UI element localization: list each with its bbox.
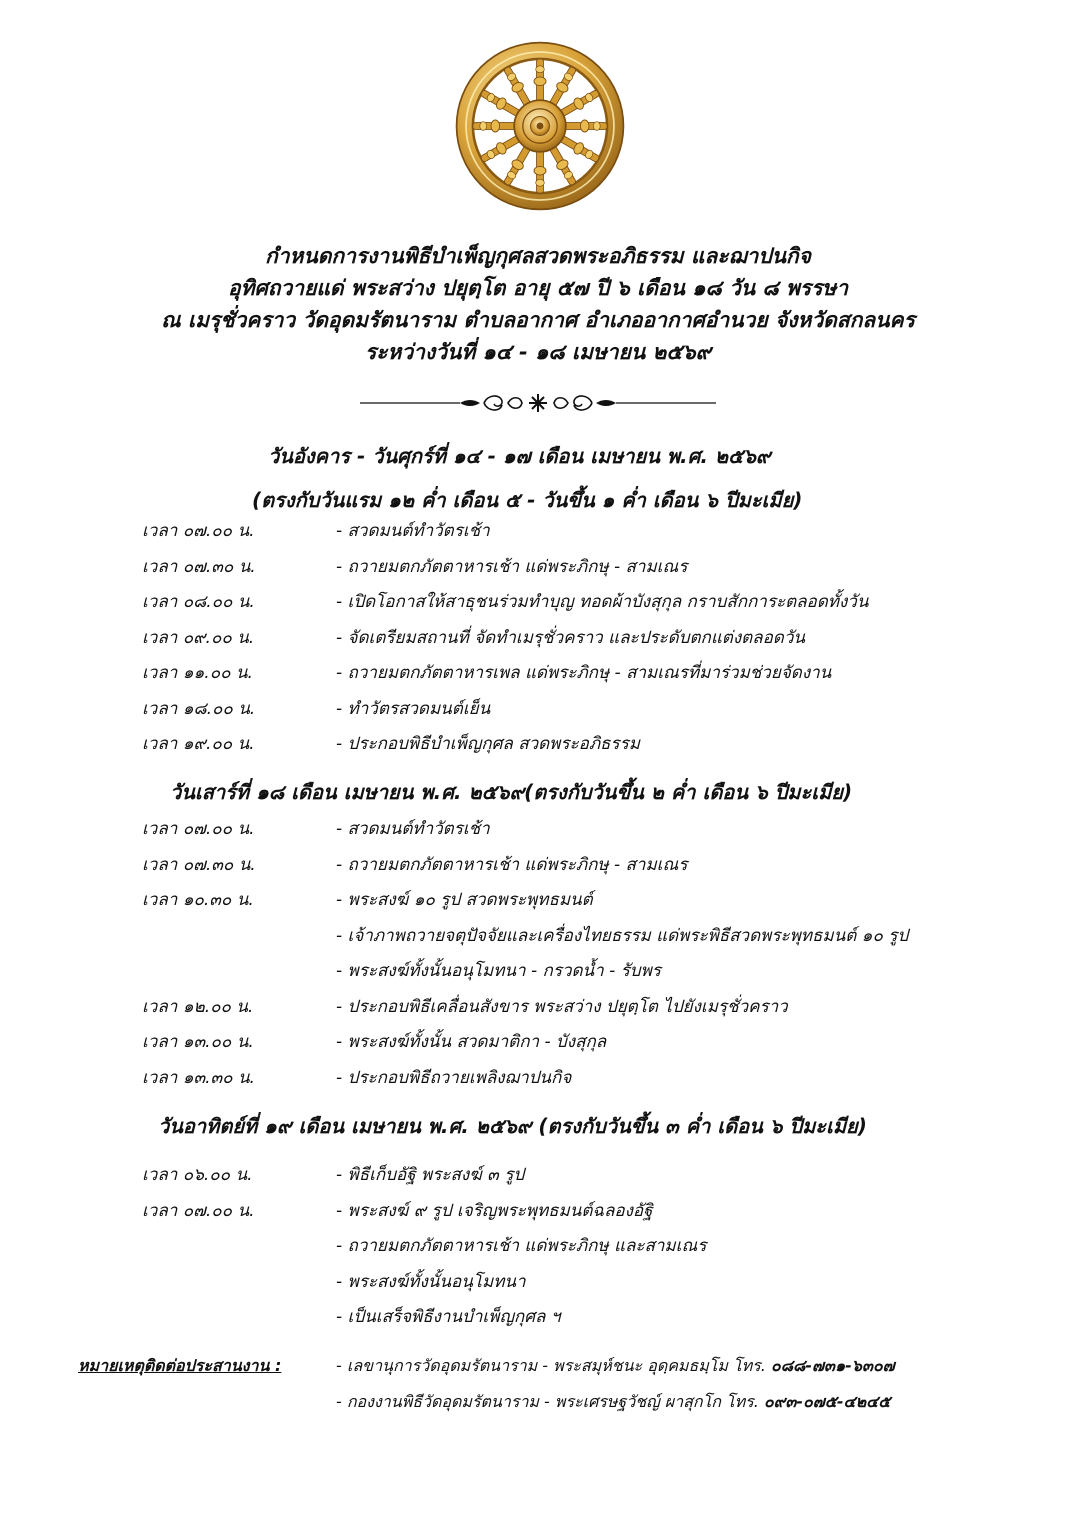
contact-note-2 bbox=[336, 1390, 890, 1415]
schedule-time: เวลา ๐๙.๐๐ น. bbox=[142, 627, 255, 648]
schedule-row bbox=[0, 727, 1076, 761]
ornamental-divider bbox=[360, 392, 716, 414]
schedule-activity: - จัดเตรียมสถานที่ จัดทำเมรุชั่วคราว และประดับตกแต่งตลอดวัน bbox=[336, 627, 806, 648]
schedule-time: เวลา ๐๖.๐๐ น. bbox=[142, 1165, 253, 1185]
schedule-row bbox=[0, 1194, 1076, 1228]
schedule-activity: - ถวายมตกภัตตาหารเช้า แด่พระภิกษุ - สามเณร bbox=[336, 854, 688, 875]
schedule-activity: - สวดมนต์ทำวัตรเช้า bbox=[336, 521, 490, 541]
notes-label: หมายเหตุติดต่อประสานงาน : bbox=[78, 1356, 282, 1375]
schedule-time: เวลา ๐๗.๓๐ น. bbox=[142, 556, 256, 577]
schedule-activity: - ประกอบพิธีเคลื่อนสังขาร พระสว่าง ปยุตฺโต ไปยังเมรุชั่วคราว bbox=[336, 996, 788, 1017]
section-2-heading: วันเสาร์ที่ ๑๘ เดือน เมษายน พ.ศ. ๒๕๖๙(ตรงกับวันขึ้น ๒ ค่ำ เดือน ๖ ปีมะเมีย) bbox=[170, 780, 853, 804]
contact-note-2-phone: ๐๙๓-๐๗๕-๔๒๔๕ bbox=[763, 1392, 891, 1411]
section-1-subheading: (ตรงกับวันแรม ๑๒ ค่ำ เดือน ๕ - วันขึ้น ๑ ค่ำ เดือน ๖ ปีมะเมีย) bbox=[252, 488, 803, 512]
schedule-time: เวลา ๐๗.๐๐ น. bbox=[142, 1200, 255, 1221]
section-1-heading: วันอังคาร - วันศุกร์ที่ ๑๔ - ๑๗ เดือน เมษายน พ.ศ. ๒๕๖๙ bbox=[268, 444, 771, 468]
schedule-activity: - เปิดโอกาสให้สาธุชนร่วมทำบุญ ทอดผ้าบังสุกุล กราบสักการะตลอดทั้งวัน bbox=[336, 592, 869, 612]
schedule-row bbox=[0, 1229, 1076, 1263]
title-line-3: ณ เมรุชั่วคราว วัดอุดมรัตนาราม ตำบลอากาศ อำเภออากาศอำนวย จังหวัดสกลนคร bbox=[161, 308, 915, 332]
schedule-row bbox=[0, 1061, 1076, 1095]
contact-note-1-text: - เลขานุการวัดอุดมรัตนาราม - พระสมุห์ชนะ อุดฺคมธมฺโม โทร. bbox=[336, 1356, 771, 1375]
schedule-time: เวลา ๑๙.๐๐ น. bbox=[142, 734, 255, 754]
schedule-activity: - ถวายมตกภัตตาหารเช้า แด่พระภิกษุ และสามเณร bbox=[336, 1236, 707, 1256]
schedule-row bbox=[0, 954, 1076, 988]
schedule-time: เวลา ๐๗.๓๐ น. bbox=[142, 854, 256, 875]
schedule-time: เวลา ๑๘.๐๐ น. bbox=[142, 698, 256, 719]
schedule-activity: - พระสงฆ์ทั้งนั้นอนุโมทนา bbox=[336, 1271, 526, 1292]
schedule-row bbox=[0, 812, 1076, 846]
schedule-row bbox=[0, 883, 1076, 917]
title-line-4: ระหว่างวันที่ ๑๔ - ๑๘ เมษายน ๒๕๖๙ bbox=[364, 340, 712, 364]
schedule-row bbox=[0, 848, 1076, 882]
schedule-time: เวลา ๑๓.๓๐ น. bbox=[142, 1067, 255, 1088]
schedule-time: เวลา ๐๘.๐๐ น. bbox=[142, 592, 255, 612]
contact-note-2-text: - กองงานพิธีวัดอุดมรัตนาราม - พระเศรษฐวัชญ์ ผาสุกโก โทร. bbox=[336, 1392, 764, 1411]
schedule-activity: - เจ้าภาพถวายจตุปัจจัยและเครื่องไทยธรรม แด่พระพิธีสวดพระพุทธมนต์ ๑๐ รูป bbox=[336, 925, 909, 946]
schedule-activity: - พระสงฆ์ ๙ รูป เจริญพระพุทธมนต์ฉลองอัฐิ bbox=[336, 1200, 653, 1221]
schedule-row bbox=[0, 514, 1076, 548]
contact-note-1-phone: ๐๘๘-๗๓๑-๖๓๐๗ bbox=[770, 1356, 895, 1375]
schedule-row bbox=[0, 1265, 1076, 1299]
schedule-activity: - ประกอบพิธีบำเพ็ญกุศล สวดพระอภิธรรม bbox=[336, 734, 640, 754]
schedule-row bbox=[0, 656, 1076, 690]
schedule-time: เวลา ๑๐.๓๐ น. bbox=[142, 890, 254, 910]
schedule-row bbox=[0, 1025, 1076, 1059]
schedule-row bbox=[0, 1158, 1076, 1192]
schedule-row bbox=[0, 550, 1076, 584]
announcement-title bbox=[0, 240, 1076, 368]
schedule-activity: - ทำวัตรสวดมนต์เย็น bbox=[336, 698, 491, 719]
schedule-row bbox=[0, 990, 1076, 1024]
title-line-1: กำหนดการงานพิธีบำเพ็ญกุศลสวดพระอภิธรรม และฌาปนกิจ bbox=[265, 244, 811, 268]
schedule-row bbox=[0, 585, 1076, 619]
schedule-time: เวลา ๐๗.๐๐ น. bbox=[142, 819, 255, 839]
schedule-time: เวลา ๐๗.๐๐ น. bbox=[142, 521, 255, 541]
schedule-time: เวลา ๑๒.๐๐ น. bbox=[142, 996, 254, 1017]
schedule-activity: - พระสงฆ์ทั้งนั้นอนุโมทนา - กรวดน้ำ - รับพร bbox=[336, 961, 661, 981]
schedule-activity: - พระสงฆ์ ๑๐ รูป สวดพระพุทธมนต์ bbox=[336, 890, 593, 910]
schedule-row bbox=[0, 1300, 1076, 1334]
schedule-time: เวลา ๑๓.๐๐ น. bbox=[142, 1032, 254, 1052]
schedule-activity: - ถวายมตกภัตตาหารเช้า แด่พระภิกษุ - สามเณร bbox=[336, 556, 688, 577]
schedule-activity: - ประกอบพิธีถวายเพลิงฌาปนกิจ bbox=[336, 1067, 572, 1088]
title-line-2: อุทิศถวายแด่ พระสว่าง ปยุตฺโต อายุ ๕๗ ปี ๖ เดือน ๑๘ วัน ๘ พรรษา bbox=[228, 276, 848, 300]
schedule-row bbox=[0, 692, 1076, 726]
schedule-activity: - พระสงฆ์ทั้งนั้น สวดมาติกา - บังสุกุล bbox=[336, 1032, 607, 1052]
schedule-activity: - พิธีเก็บอัฐิ พระสงฆ์ ๓ รูป bbox=[336, 1165, 525, 1185]
schedule-activity: - ถวายมตกภัตตาหารเพล แด่พระภิกษุ - สามเณรที่มาร่วมช่วยจัดงาน bbox=[336, 663, 832, 683]
schedule-row bbox=[0, 621, 1076, 655]
schedule-row bbox=[0, 919, 1076, 953]
contact-note-1 bbox=[336, 1354, 895, 1379]
schedule-activity: - เป็นเสร็จพิธีงานบำเพ็ญกุศล ฯ bbox=[336, 1307, 561, 1327]
dharma-wheel-icon bbox=[454, 40, 626, 212]
schedule-time: เวลา ๑๑.๐๐ น. bbox=[142, 663, 253, 683]
section-3-heading: วันอาทิตย์ที่ ๑๙ เดือน เมษายน พ.ศ. ๒๕๖๙ (ตรงกับวันขึ้น ๓ ค่ำ เดือน ๖ ปีมะเมีย) bbox=[158, 1114, 867, 1138]
schedule-activity: - สวดมนต์ทำวัตรเช้า bbox=[336, 819, 490, 839]
